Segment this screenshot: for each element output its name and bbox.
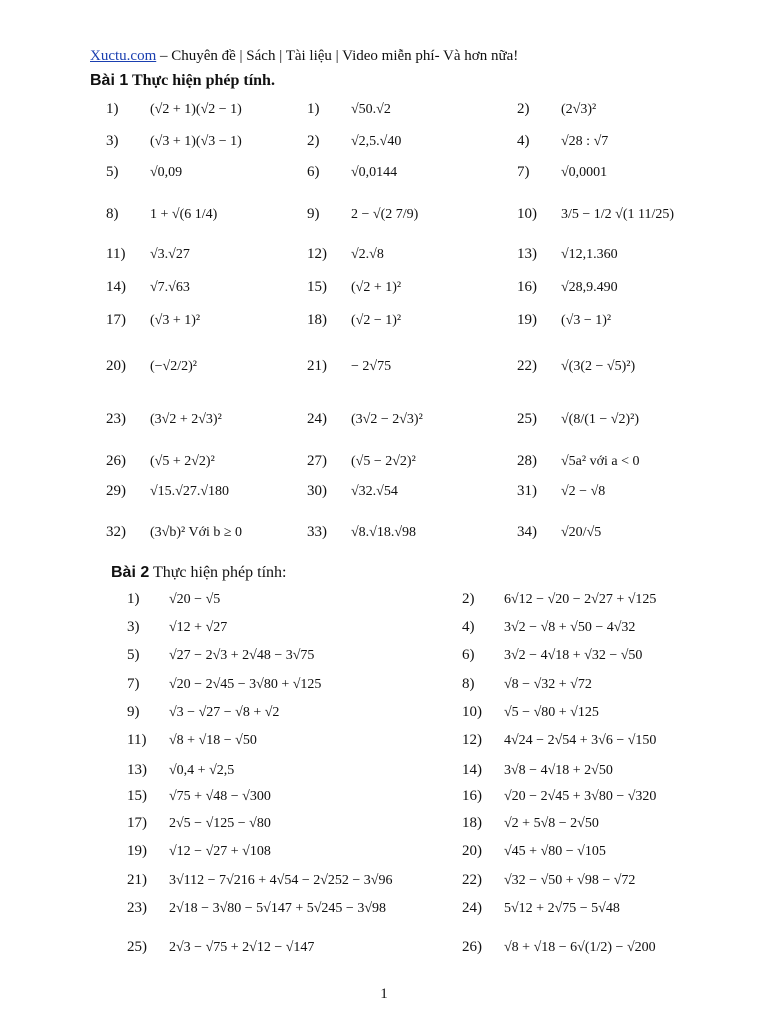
problem-number: 9) [307,206,320,222]
problem-expression: √2.√8 [351,247,384,262]
problem-expression: √20 − 2√45 − 3√80 + √125 [169,677,322,692]
problem-number: 28) [517,453,537,469]
problem-expression: 3√2 − √8 + √50 − 4√32 [504,620,636,635]
problem-item [106,247,190,262]
problem-item [127,844,271,859]
bai1-label: Bài 1 [90,72,129,89]
problem-number: 3) [106,133,119,149]
problem-item [106,102,242,117]
problem-item [127,940,314,955]
problem-number: 1) [127,591,140,607]
problem-number: 14) [462,762,482,778]
problem-item [462,816,599,831]
problem-number: 27) [307,453,327,469]
problem-expression: √0,4 + √2,5 [169,763,235,778]
problem-number: 32) [106,524,126,540]
problem-item [462,789,656,804]
problem-expression: √32 − √50 + √98 − √72 [504,873,636,888]
problem-expression: (√2 + 1)² [351,280,402,295]
problem-number: 33) [307,524,327,540]
problem-expression: 6√12 − √20 − 2√27 + √125 [504,592,657,607]
problem-item [307,484,398,499]
problem-expression: 2√3 − √75 + 2√12 − √147 [169,940,315,955]
problem-expression: √8.√18.√98 [351,525,417,540]
problem-expression: √5a² với a < 0 [561,454,640,469]
problem-number: 18) [307,312,327,328]
problem-number: 24) [307,411,327,427]
problem-number: 12) [462,732,482,748]
problem-number: 6) [307,164,320,180]
problem-number: 5) [106,164,119,180]
problem-number: 31) [517,483,537,499]
problem-item [127,620,227,635]
problem-expression: √2 + 5√8 − 2√50 [504,816,599,831]
problem-item [462,940,656,955]
problem-number: 11) [127,732,147,748]
problem-expression: √45 + √80 − √105 [504,844,606,859]
problem-number: 4) [462,619,475,635]
problem-number: 13) [127,762,147,778]
problem-expression: √3 − √27 − √8 + √2 [169,705,280,720]
problem-expression: √20 − √5 [169,592,221,607]
problem-item [517,454,640,469]
problem-expression: (√3 − 1)² [561,313,612,328]
problem-number: 13) [517,246,537,262]
problem-number: 24) [462,900,482,916]
problem-expression: 2√5 − √125 − √80 [169,816,271,831]
problem-number: 17) [106,312,126,328]
problem-expression: √15.√27.√180 [150,484,230,499]
problem-number: 15) [307,279,327,295]
problem-item [106,313,200,328]
problem-item [127,648,314,663]
problem-expression: √12,1.360 [561,247,618,262]
problem-number: 19) [127,843,147,859]
problem-expression: √12 − √27 + √108 [169,844,271,859]
problem-item [307,280,401,295]
problem-item [517,102,596,117]
problem-number: 20) [106,358,126,374]
problem-expression: √20 − 2√45 + 3√80 − √320 [504,789,657,804]
problem-expression: − 2√75 [351,359,392,374]
problem-number: 19) [517,312,537,328]
problem-expression: √27 − 2√3 + 2√48 − 3√75 [169,648,315,663]
problem-item [462,733,656,748]
problem-expression: √0,0001 [561,165,608,180]
problem-number: 21) [127,872,147,888]
problem-number: 25) [517,411,537,427]
problem-item [307,525,416,540]
problem-expression: (√5 + 2√2)² [150,454,215,469]
problem-item [106,484,229,499]
problem-number: 1) [307,101,320,117]
problem-item [517,247,618,262]
problem-item [462,592,656,607]
problem-number: 34) [517,524,537,540]
problem-number: 12) [307,246,327,262]
problem-item [127,873,392,888]
problem-number: 16) [462,788,482,804]
problem-number: 4) [517,133,530,149]
bai2-title: Thực hiện phép tính: [149,564,287,581]
problem-item [517,313,611,328]
problem-item [462,901,620,916]
problem-expression: 3/5 − 1/2 √(1 11/25) [561,207,675,222]
problem-expression: √50.√2 [351,102,391,117]
problem-item [127,677,321,692]
problem-expression: (√2 + 1)(√2 − 1) [150,102,242,117]
bai2-label: Bài 2 [111,564,150,581]
problem-item [307,454,416,469]
problem-expression: √12 + √27 [169,620,228,635]
problem-item [106,165,182,180]
problem-expression: √28 : √7 [561,134,609,149]
problem-expression: (3√2 − 2√3)² [351,412,423,427]
problem-item [307,102,391,117]
problem-number: 16) [517,279,537,295]
problem-item [517,207,674,222]
problem-item [106,412,222,427]
problem-item [106,525,242,540]
problem-expression: 3√2 − 4√18 + √32 − √50 [504,648,643,663]
problem-item [517,280,618,295]
problem-expression: (√3 + 1)² [150,313,201,328]
problem-number: 6) [462,647,475,663]
problem-number: 5) [127,647,140,663]
problem-item [106,454,215,469]
problem-item [127,816,271,831]
problem-item [127,733,257,748]
problem-expression: 3√112 − 7√216 + 4√54 − 2√252 − 3√96 [169,873,393,888]
problem-item [517,134,608,149]
problem-number: 11) [106,246,126,262]
problem-item [517,525,601,540]
problem-item [127,763,234,778]
problem-number: 3) [127,619,140,635]
problem-item [106,359,197,374]
problem-item [462,677,592,692]
problem-expression: (√5 − 2√2)² [351,454,416,469]
problem-number: 29) [106,483,126,499]
problem-expression: √28,9.490 [561,280,618,295]
problem-number: 7) [517,164,530,180]
problem-expression: √5 − √80 + √125 [504,705,599,720]
problem-expression: 2√18 − 3√80 − 5√147 + 5√245 − 3√98 [169,901,386,916]
problem-number: 2) [517,101,530,117]
problem-expression: (−√2/2)² [150,359,197,374]
problem-number: 18) [462,815,482,831]
problem-number: 1) [106,101,119,117]
problem-expression: √(3(2 − √5)²) [561,359,636,374]
problem-expression: √8 + √18 − 6√(1/2) − √200 [504,940,656,955]
problem-expression: √32.√54 [351,484,398,499]
problem-item [307,313,401,328]
problem-item [307,412,423,427]
problem-number: 7) [127,676,140,692]
header-tagline: – Chuyên đề | Sách | Tài liệu | Video miễn phí- Và hơn nữa! [156,48,519,64]
problem-item [307,359,391,374]
problem-expression: √20/√5 [561,525,602,540]
problem-item [462,620,635,635]
problem-number: 10) [517,206,537,222]
problem-number: 26) [106,453,126,469]
problem-item [462,763,613,778]
page-number: 1 [380,986,388,1002]
problem-expression: √0,09 [150,165,183,180]
problem-expression: (3√b)² Với b ≥ 0 [150,525,243,540]
problem-item [517,412,639,427]
problem-expression: √3.√27 [150,247,190,262]
problem-expression: √(8/(1 − √2)²) [561,412,639,427]
problem-expression: 2 − √(2 7/9) [351,207,419,222]
problem-number: 22) [517,358,537,374]
problem-expression: (√3 + 1)(√3 − 1) [150,134,242,149]
problem-item [127,789,271,804]
problem-item [307,165,397,180]
problem-item [517,165,607,180]
problem-number: 9) [127,704,140,720]
problem-number: 2) [307,133,320,149]
problem-item [106,134,242,149]
problem-item [307,207,418,222]
problem-item [307,247,384,262]
site-link[interactable]: Xuctu.com [90,48,157,64]
problem-item [462,844,606,859]
problem-item [106,207,217,222]
problem-expression: (√2 − 1)² [351,313,402,328]
problem-expression: 4√24 − 2√54 + 3√6 − √150 [504,733,657,748]
problem-expression: √75 + √48 − √300 [169,789,271,804]
page-header [90,48,518,65]
problem-expression: (2√3)² [561,102,597,117]
problem-number: 20) [462,843,482,859]
problem-item [517,359,635,374]
problem-item [127,705,279,720]
problem-number: 25) [127,939,147,955]
bai2-heading [111,564,287,582]
problem-item [517,484,605,499]
problem-number: 23) [127,900,147,916]
problem-number: 15) [127,788,147,804]
problem-number: 14) [106,279,126,295]
problem-expression: √2 − √8 [561,484,606,499]
problem-item [106,280,190,295]
problem-item [462,648,642,663]
problem-item [307,134,401,149]
problem-item [462,705,599,720]
problem-expression: √7.√63 [150,280,190,295]
problem-number: 8) [106,206,119,222]
problem-item [127,901,386,916]
problem-expression: (3√2 + 2√3)² [150,412,222,427]
problem-number: 23) [106,411,126,427]
problem-number: 17) [127,815,147,831]
problem-item [462,873,635,888]
problem-expression: 3√8 − 4√18 + 2√50 [504,763,613,778]
problem-number: 21) [307,358,327,374]
problem-number: 30) [307,483,327,499]
problem-expression: √8 + √18 − √50 [169,733,257,748]
problem-expression: √0,0144 [351,165,398,180]
problem-number: 2) [462,591,475,607]
bai1-title: Thực hiện phép tính. [128,72,275,89]
problem-item [127,592,220,607]
problem-expression: 1 + √(6 1/4) [150,207,218,222]
problem-number: 8) [462,676,475,692]
bai1-heading [90,72,275,90]
problem-expression: 5√12 + 2√75 − 5√48 [504,901,620,916]
problem-number: 10) [462,704,482,720]
problem-number: 22) [462,872,482,888]
problem-expression: √2,5.√40 [351,134,402,149]
problem-expression: √8 − √32 + √72 [504,677,592,692]
problem-number: 26) [462,939,482,955]
